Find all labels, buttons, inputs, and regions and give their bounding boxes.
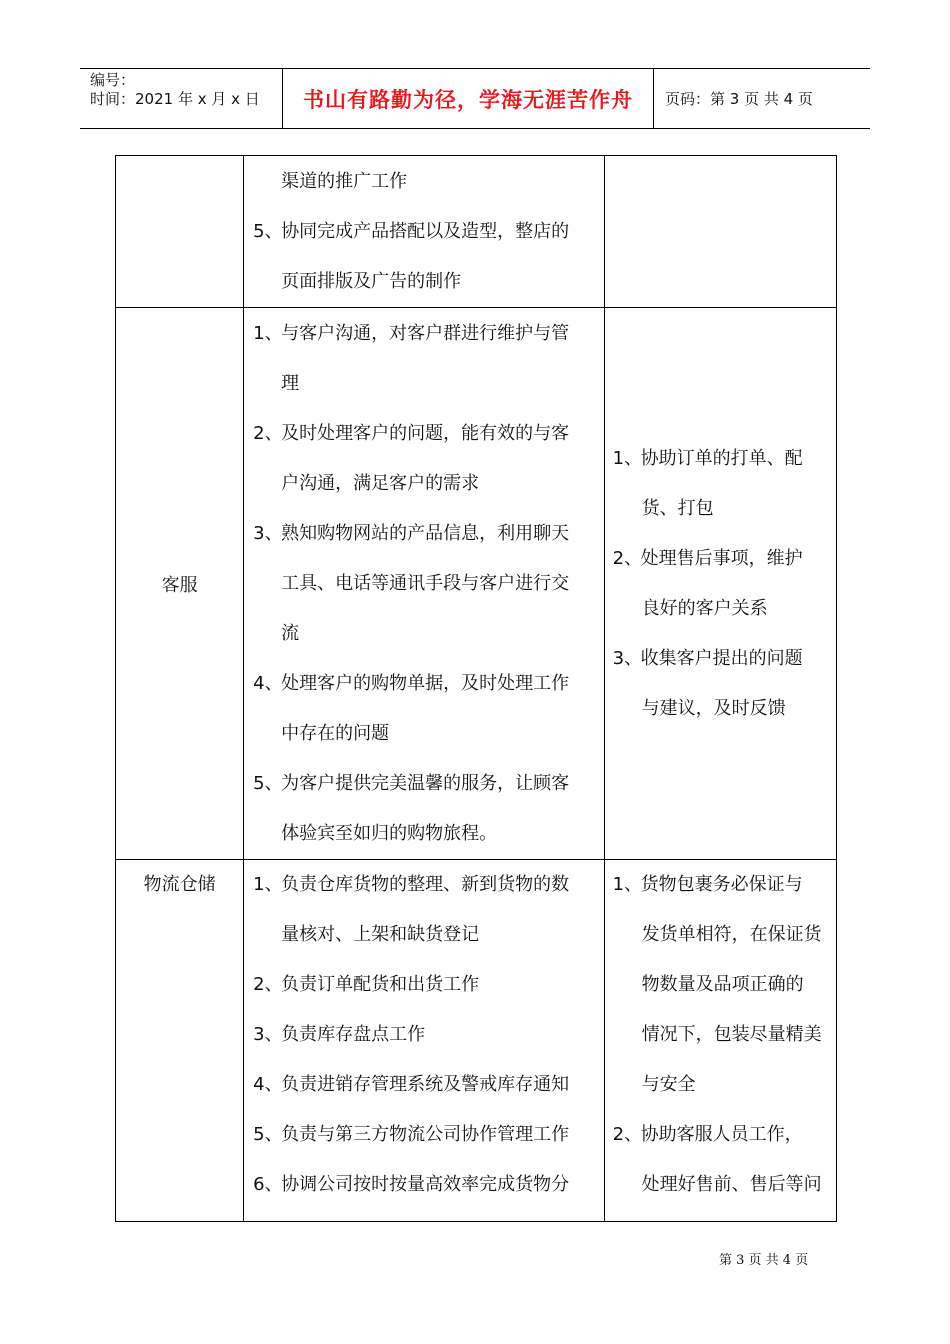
list-item-text: 负责与第三方物流公司协作管理工作 (281, 1124, 570, 1145)
header-motto: 书山有路勤为径，学海无涯苦作舟 (282, 69, 654, 128)
list-item (605, 1060, 836, 1110)
list-item (244, 1160, 604, 1210)
list-item-text: 协助订单的打单、配 (640, 447, 803, 469)
list-item-text: 户沟通，满足客户的需求 (281, 473, 480, 494)
list-item (244, 910, 604, 960)
list-item (605, 910, 836, 960)
list-item (244, 759, 604, 809)
list-item-text: 渠道的推广工作 (281, 171, 408, 192)
list-item-number: 4、 (253, 1074, 283, 1095)
list-item-text: 量核对、上架和缺货登记 (281, 924, 480, 945)
list-item-text: 中存在的问题 (281, 723, 390, 744)
list-item-text: 负责库存盘点工作 (281, 1024, 426, 1045)
list-item-number: 5、 (253, 773, 283, 794)
list-item-text: 理 (281, 373, 300, 394)
list-item (244, 409, 604, 459)
list-item (605, 1160, 836, 1210)
list-item-text: 协助客服人员工作， (640, 1124, 803, 1145)
list-item (605, 1010, 836, 1060)
list-item (244, 559, 604, 609)
page-footer: 第 3 页 共 4 页 (719, 1253, 809, 1268)
list-item (244, 157, 604, 207)
list-item (244, 709, 604, 759)
list-item (244, 459, 604, 509)
list-item (244, 659, 604, 709)
list-item (605, 584, 836, 634)
list-item (605, 634, 836, 684)
list-item-number: 1、 (253, 874, 283, 895)
list-item (605, 534, 836, 584)
list-item-text: 物数量及品项正确的 (641, 974, 804, 995)
list-item (244, 509, 604, 559)
list-item-number: 1、 (612, 874, 643, 895)
list-item-text: 处理客户的购物单据，及时处理工作 (281, 673, 570, 694)
list-item (605, 1110, 836, 1160)
list-item-text: 与客户沟通，对客户群进行维护与管 (281, 323, 570, 344)
list-item-text: 良好的客户关系 (641, 597, 768, 619)
header-meta (80, 69, 282, 128)
list-item (244, 359, 604, 409)
list-item (605, 960, 836, 1010)
list-item-number: 3、 (612, 647, 643, 669)
duties-cell (244, 860, 605, 1222)
list-item (244, 809, 604, 859)
category-cell: 物流仓储 (116, 860, 244, 1222)
list-item-text: 与安全 (641, 1074, 696, 1095)
header-time-label: 时间：2021 年 x 月 x 日 (90, 90, 260, 108)
header-code-label: 编号： (90, 71, 136, 89)
table-row (116, 860, 837, 1222)
list-item (244, 860, 604, 910)
list-item-text: 流 (281, 623, 300, 644)
list-item (605, 434, 836, 484)
list-item-text: 货物包裹务必保证与 (640, 874, 803, 895)
duties-cell (244, 308, 605, 860)
list-item-text: 货、打包 (641, 497, 714, 519)
list-item-text: 负责订单配货和出货工作 (281, 974, 480, 995)
list-item (244, 960, 604, 1010)
list-item-text: 及时处理客户的问题，能有效的与客 (281, 423, 570, 444)
list-item-text: 与建议，及时反馈 (641, 697, 786, 719)
list-item-number: 2、 (253, 423, 283, 444)
list-item-text: 协同完成产品搭配以及造型，整店的 (281, 221, 570, 242)
list-item (244, 609, 604, 659)
assist-cell (604, 308, 836, 860)
list-item-number: 3、 (253, 523, 283, 544)
list-item (244, 1110, 604, 1160)
list-item-number: 1、 (253, 323, 283, 344)
table-row (116, 156, 837, 308)
category-cell (116, 156, 244, 308)
list-item-text: 体验宾至如归的购物旅程。 (281, 823, 498, 844)
list-item (244, 257, 604, 307)
list-item-text: 收集客户提出的问题 (640, 647, 803, 669)
duties-cell (244, 156, 605, 308)
list-item-number: 4、 (253, 673, 283, 694)
list-item-text: 负责仓库货物的整理、新到货物的数 (281, 874, 570, 895)
list-item-text: 情况下，包装尽量精美 (641, 1024, 822, 1045)
page-header (80, 68, 870, 129)
assist-cell (604, 860, 836, 1222)
list-item-number: 6、 (253, 1174, 283, 1195)
list-item-text: 发货单相符，在保证货 (641, 924, 822, 945)
list-item-text: 工具、电话等通讯手段与客户进行交 (281, 573, 570, 594)
list-item-text: 协调公司按时按量高效率完成货物分 (281, 1174, 570, 1195)
list-item-text: 处理售后事项，维护 (640, 547, 803, 569)
list-item-number: 2、 (612, 547, 643, 569)
list-item (244, 309, 604, 359)
list-item-text: 负责进销存管理系统及警戒库存通知 (281, 1074, 570, 1095)
duties-table (115, 155, 837, 1222)
list-item (605, 484, 836, 534)
header-page-info: 页码：第 3 页 共 4 页 (665, 90, 813, 108)
list-item-text: 为客户提供完美温馨的服务，让顾客 (281, 773, 570, 794)
list-item-text: 页面排版及广告的制作 (281, 271, 462, 292)
list-item-number: 2、 (612, 1124, 643, 1145)
list-item-number: 5、 (253, 221, 283, 242)
list-item-number: 5、 (253, 1124, 283, 1145)
assist-cell (604, 156, 836, 308)
list-item-text: 处理好售前、售后等问 (641, 1174, 822, 1195)
list-item (244, 1060, 604, 1110)
list-item-number: 1、 (612, 447, 643, 469)
list-item-text: 熟知购物网站的产品信息，利用聊天 (281, 523, 570, 544)
list-item (244, 1010, 604, 1060)
list-item (605, 860, 836, 910)
list-item-number: 2、 (253, 974, 283, 995)
list-item-number: 3、 (253, 1024, 283, 1045)
table-row (116, 308, 837, 860)
category-cell: 客服 (116, 308, 244, 860)
list-item (244, 207, 604, 257)
list-item (605, 684, 836, 734)
